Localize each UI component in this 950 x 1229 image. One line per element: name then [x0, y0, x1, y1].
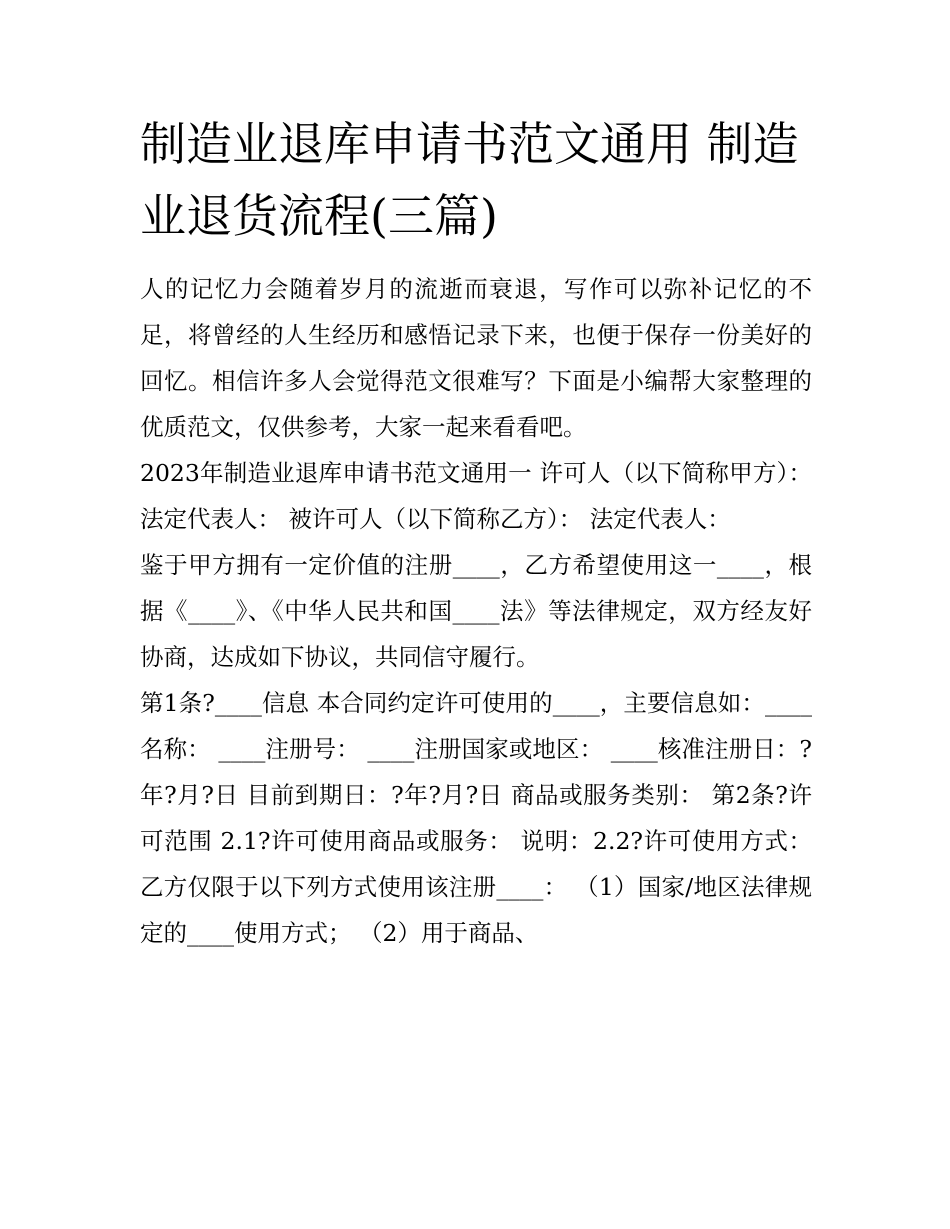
document-title: 制造业退库申请书范文通用 制造业退货流程(三篇): [140, 117, 799, 243]
article-paragraph: 第1条?____信息 本合同约定许可使用的____，主要信息如：____名称： ____注册号： ____注册国家或地区： ____核准注册日：?年?月?日 目前到期日：?年?月?日 商品或服务类别： 第2条?许可范围 2.1?许可使用商品或服务： 说明：2.2?许可使用方式： 乙方仅限于以下列方式使用该注册____： （1）国家/地区法律规定的____使用方式； （2）用于商品、: [140, 689, 812, 947]
document-body: [140, 108, 812, 956]
preamble-paragraph: 鉴于甲方拥有一定价值的注册____，乙方希望使用这一____，根据《____》、《中华人民共和国____法》等法律规定，双方经友好协商，达成如下协议，共同信守履行。: [140, 551, 812, 671]
intro-paragraph: 人的记忆力会随着岁月的流逝而衰退，写作可以弥补记忆的不足，将曾经的人生经历和感悟记录下来，也便于保存一份美好的回忆。相信许多人会觉得范文很难写？下面是小编帮大家整理的优质范文，仅供参考，大家一起来看看吧。: [140, 275, 812, 441]
parties-paragraph: 2023年制造业退库申请书范文通用一 许可人（以下简称甲方）： 法定代表人： 被许可人（以下简称乙方）： 法定代表人：: [140, 459, 812, 533]
